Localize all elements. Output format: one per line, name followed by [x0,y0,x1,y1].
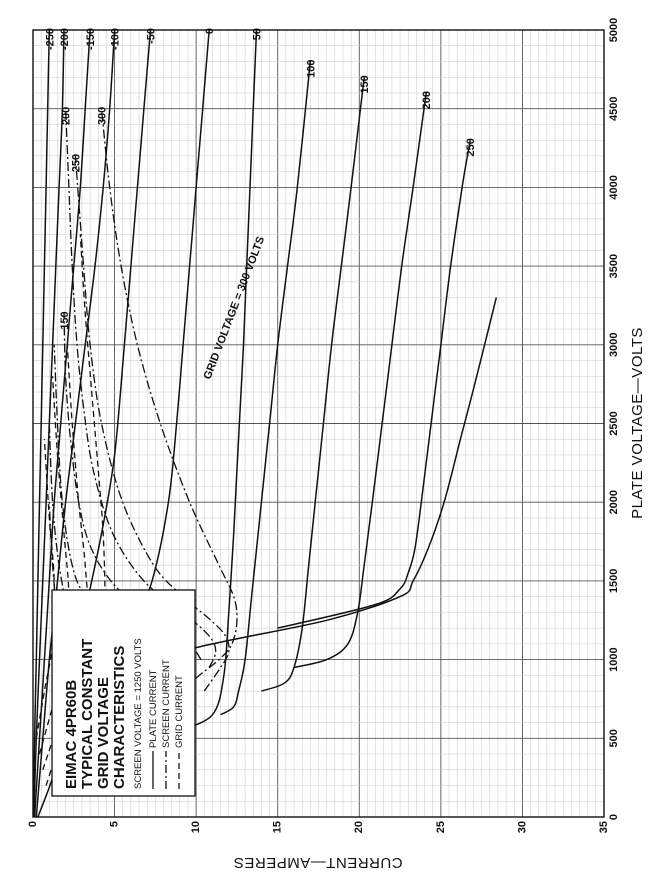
x-tick-label: 3500 [608,253,620,279]
y-axis-title: CURRENT—AMPERES [233,854,403,871]
plate-curve-label: 250 [465,138,478,157]
x-tick-label: 1000 [608,647,620,672]
y-tick-label: 15 [271,821,284,834]
x-axis-title: PLATE VOLTAGE—VOLTS [629,327,646,519]
annotation-grid-voltage-300: GRID VOLTAGE = 300 VOLTS [201,234,268,382]
x-tick-label: 3000 [608,332,620,358]
chart-title-line-3: GRID VOLTAGE [95,677,112,789]
chart-title-line-4: CHARACTERISTICS [111,645,128,789]
x-tick-label: 0 [608,813,620,821]
plate-curve-label: 200 [421,90,434,110]
chart-title-line-2: TYPICAL CONSTANT [79,638,96,789]
plate-curve-label: -100 [109,28,122,51]
x-tick-label: 5000 [608,17,620,43]
screen-curve-label: 250 [70,153,83,173]
x-tick-label: 1500 [608,568,620,594]
legend-label-grid: GRID CURRENT [174,675,185,748]
legend-box [52,590,195,796]
plate-curve-label: 50 [251,28,264,41]
x-tick-label: 500 [608,729,620,748]
x-tick-label: 2000 [608,489,620,515]
screen-curve-label: 300 [96,106,109,126]
plate-curve-label: 100 [305,59,318,78]
legend-label-screen: SCREEN CURRENT [161,659,172,748]
plate-curve-label: -150 [85,28,98,51]
plate-curve-label: 0 [204,28,217,35]
legend-label-plate: PLATE CURRENT [148,669,159,748]
plate-curve-label: -200 [58,28,71,51]
y-tick-label: 35 [597,821,610,834]
chart-title-line-1: EIMAC 4PR60B [63,679,80,789]
y-tick-label: 10 [190,821,203,834]
x-tick-label: 4000 [608,175,620,200]
x-tick-label: 2500 [608,411,620,436]
y-tick-label: 0 [26,821,39,828]
plate-curve-label: -250 [44,28,57,51]
y-tick-label: 5 [108,821,121,828]
y-tick-label: 20 [353,821,366,834]
subtitle-screen-voltage: SCREEN VOLTAGE = 1250 VOLTS [133,638,144,789]
y-tick-label: 25 [434,821,447,834]
screen-curve-label: 200 [60,106,73,126]
plate-curve-label: -50 [145,28,158,44]
y-tick-label: 30 [516,821,529,834]
plate-curve-label: 150 [359,75,372,94]
screen-curve-label: 150 [58,311,71,330]
x-tick-label: 4500 [608,96,620,121]
